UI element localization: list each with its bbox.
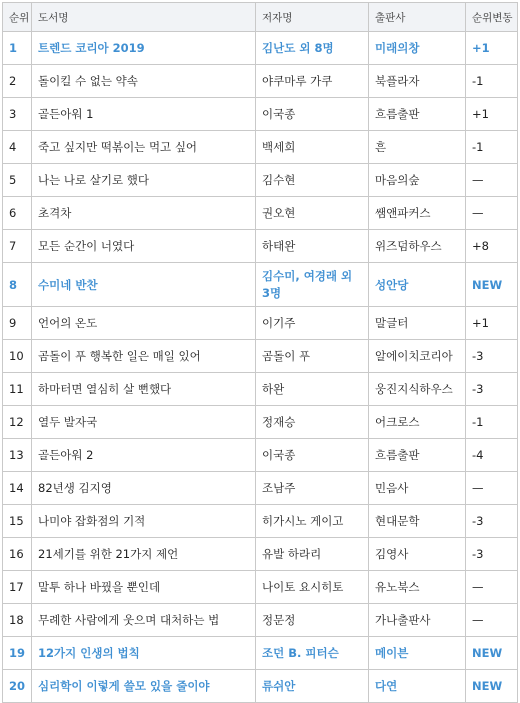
table-header-row [3,3,518,32]
bestseller-table-container [2,2,517,703]
cell-change: -1 [466,65,518,98]
cell-title: 나는 나로 살기로 했다 [32,164,256,197]
cell-author: 조남주 [256,472,369,505]
cell-publisher: 민음사 [369,472,466,505]
cell-author: 나이토 요시히토 [256,571,369,604]
cell-rank: 10 [3,340,32,373]
header-publisher: 출판사 [369,3,466,32]
cell-publisher: 김영사 [369,538,466,571]
table-row [3,230,518,263]
cell-rank: 5 [3,164,32,197]
table-row [3,538,518,571]
cell-publisher: 흐름출판 [369,439,466,472]
cell-change: NEW [466,637,518,670]
cell-rank: 1 [3,32,32,65]
cell-publisher: 쌤앤파커스 [369,197,466,230]
cell-title: 골든아워 1 [32,98,256,131]
cell-rank: 4 [3,131,32,164]
cell-title: 심리학이 이렇게 쓸모 있을 줄이야 [32,670,256,703]
table-row [3,65,518,98]
cell-author: 이국종 [256,439,369,472]
cell-change: -3 [466,538,518,571]
cell-author: 김수현 [256,164,369,197]
cell-change: -1 [466,406,518,439]
cell-author: 김수미, 여경래 외 3명 [256,263,369,307]
cell-publisher: 알에이치코리아 [369,340,466,373]
cell-rank: 2 [3,65,32,98]
cell-rank: 15 [3,505,32,538]
cell-rank: 17 [3,571,32,604]
cell-publisher: 가나출판사 [369,604,466,637]
table-row [3,571,518,604]
cell-change: NEW [466,263,518,307]
table-row [3,131,518,164]
cell-title: 21세기를 위한 21가지 제언 [32,538,256,571]
cell-title: 수미네 반찬 [32,263,256,307]
cell-publisher: 위즈덤하우스 [369,230,466,263]
header-rank: 순위 [3,3,32,32]
header-title: 도서명 [32,3,256,32]
table-body [3,32,518,703]
cell-change: +8 [466,230,518,263]
bestseller-table [2,2,518,703]
cell-author: 하완 [256,373,369,406]
table-row [3,197,518,230]
table-row [3,263,518,307]
header-change: 순위변동 [466,3,518,32]
cell-publisher: 흔 [369,131,466,164]
cell-title: 골든아워 2 [32,439,256,472]
cell-title: 죽고 싶지만 떡볶이는 먹고 싶어 [32,131,256,164]
table-row [3,637,518,670]
cell-change: -3 [466,505,518,538]
cell-change: NEW [466,670,518,703]
cell-author: 류쉬안 [256,670,369,703]
cell-change: — [466,164,518,197]
cell-publisher: 미래의창 [369,32,466,65]
cell-publisher: 현대문학 [369,505,466,538]
cell-publisher: 유노북스 [369,571,466,604]
cell-publisher: 메이븐 [369,637,466,670]
cell-author: 권오현 [256,197,369,230]
cell-publisher: 성안당 [369,263,466,307]
cell-rank: 19 [3,637,32,670]
cell-change: — [466,571,518,604]
cell-author: 김난도 외 8명 [256,32,369,65]
cell-change: +1 [466,307,518,340]
table-row [3,604,518,637]
cell-rank: 18 [3,604,32,637]
cell-publisher: 어크로스 [369,406,466,439]
cell-rank: 9 [3,307,32,340]
cell-rank: 7 [3,230,32,263]
cell-rank: 13 [3,439,32,472]
cell-publisher: 흐름출판 [369,98,466,131]
cell-author: 조던 B. 피터슨 [256,637,369,670]
cell-author: 야쿠마루 가쿠 [256,65,369,98]
table-row [3,164,518,197]
cell-title: 말투 하나 바꿨을 뿐인데 [32,571,256,604]
cell-change: — [466,472,518,505]
cell-publisher: 웅진지식하우스 [369,373,466,406]
cell-title: 돌이킬 수 없는 약속 [32,65,256,98]
cell-change: -1 [466,131,518,164]
table-row [3,307,518,340]
cell-rank: 14 [3,472,32,505]
cell-rank: 12 [3,406,32,439]
table-row [3,98,518,131]
cell-title: 무례한 사람에게 웃으며 대처하는 법 [32,604,256,637]
table-row [3,340,518,373]
cell-title: 하마터면 열심히 살 뻔했다 [32,373,256,406]
cell-rank: 16 [3,538,32,571]
cell-title: 나미야 잡화점의 기적 [32,505,256,538]
cell-title: 열두 발자국 [32,406,256,439]
cell-rank: 6 [3,197,32,230]
cell-change: -4 [466,439,518,472]
cell-author: 히가시노 게이고 [256,505,369,538]
cell-author: 곰돌이 푸 [256,340,369,373]
cell-publisher: 다연 [369,670,466,703]
cell-rank: 8 [3,263,32,307]
cell-change: -3 [466,340,518,373]
cell-title: 82년생 김지영 [32,472,256,505]
cell-publisher: 말글터 [369,307,466,340]
cell-change: +1 [466,98,518,131]
cell-rank: 11 [3,373,32,406]
table-row [3,472,518,505]
cell-title: 곰돌이 푸 행복한 일은 매일 있어 [32,340,256,373]
cell-rank: 3 [3,98,32,131]
cell-author: 정재승 [256,406,369,439]
table-row [3,505,518,538]
table-row [3,670,518,703]
cell-publisher: 마음의숲 [369,164,466,197]
cell-change: +1 [466,32,518,65]
cell-rank: 20 [3,670,32,703]
cell-change: — [466,197,518,230]
cell-title: 언어의 온도 [32,307,256,340]
cell-title: 12가지 인생의 법칙 [32,637,256,670]
cell-author: 유발 하라리 [256,538,369,571]
cell-publisher: 북플라자 [369,65,466,98]
table-row [3,373,518,406]
table-row [3,32,518,65]
cell-change: -3 [466,373,518,406]
cell-author: 하태완 [256,230,369,263]
table-row [3,406,518,439]
cell-change: — [466,604,518,637]
cell-author: 백세희 [256,131,369,164]
cell-author: 정문정 [256,604,369,637]
cell-title: 초격차 [32,197,256,230]
cell-title: 트렌드 코리아 2019 [32,32,256,65]
header-author: 저자명 [256,3,369,32]
table-row [3,439,518,472]
cell-title: 모든 순간이 너였다 [32,230,256,263]
cell-author: 이기주 [256,307,369,340]
cell-author: 이국종 [256,98,369,131]
